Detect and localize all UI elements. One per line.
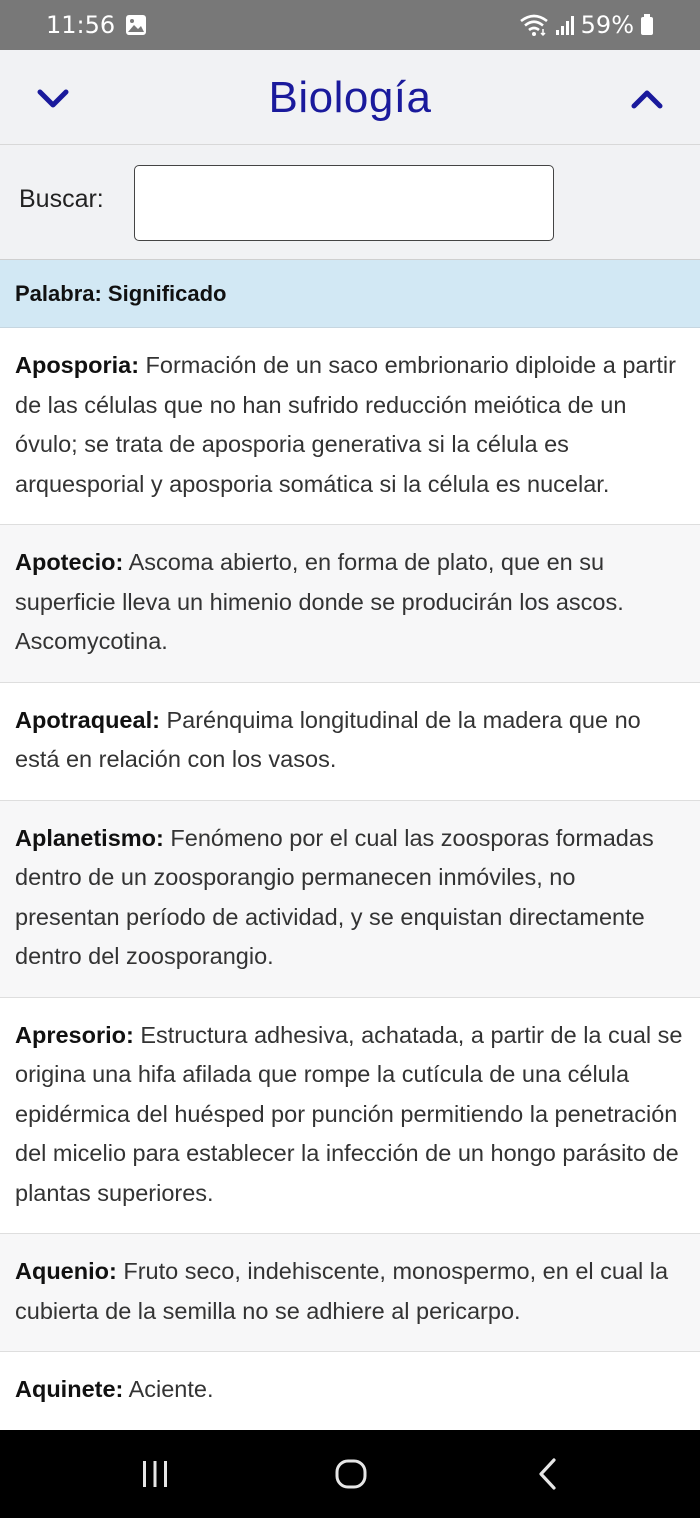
search-input[interactable]	[134, 165, 554, 241]
entry-definition: Parénquima longitudinal de la madera que no está en relación con los vasos.	[15, 706, 641, 772]
search-row	[0, 145, 700, 260]
home-button[interactable]	[327, 1450, 375, 1498]
list-item[interactable]	[0, 328, 700, 525]
status-left	[46, 11, 147, 39]
wifi-icon	[519, 13, 549, 37]
entry-definition: Estructura adhesiva, achatada, a partir de la cual se origina una hifa afilada que rompe la cutícula de una célula epidérmica del huésped por punción permitiendo la penetración del micelio para establecer la infección de un hongo parásito de plantas superiores.	[15, 1021, 683, 1206]
battery-icon	[640, 14, 654, 36]
list-item[interactable]	[0, 683, 700, 801]
gallery-icon	[125, 14, 147, 36]
search-label: Buscar:	[19, 185, 104, 213]
status-time: 11:56	[46, 11, 116, 39]
entry-term: Apotecio:	[15, 549, 124, 575]
entry-definition: Fenómeno por el cual las zoosporas formadas dentro de un zoosporangio permanecen inmóviles, no presentan período de actividad, y se enquistan directamente dentro del zoosporangio.	[15, 824, 654, 969]
entry-term: Aquinete:	[15, 1376, 124, 1402]
entry-definition: Ascoma abierto, en forma de plato, que en su superficie lleva un himenio donde se producirán los ascos. Ascomycotina.	[15, 549, 624, 654]
list-item[interactable]	[0, 801, 700, 998]
list-item[interactable]	[0, 525, 700, 683]
entry-term: Aquenio:	[15, 1258, 117, 1284]
chevron-up-button[interactable]	[625, 77, 669, 121]
battery-text: 59%	[580, 11, 634, 39]
status-bar	[0, 0, 700, 50]
entry-term: Apotraqueal:	[15, 706, 160, 733]
back-icon	[533, 1457, 563, 1491]
chevron-down-icon	[35, 87, 71, 111]
back-button[interactable]	[524, 1450, 572, 1498]
list-item[interactable]	[0, 1234, 700, 1352]
recent-apps-button[interactable]	[131, 1450, 179, 1498]
home-icon	[334, 1457, 368, 1491]
entry-definition: Formación de un saco embrionario diploide a partir de las células que no han sufrido reducción meiótica de un óvulo; se trata de aposporia generativa si la célula es arquesporial y aposporia somática si la célula es nucelar.	[15, 352, 676, 497]
entry-term: Apresorio:	[15, 1021, 134, 1048]
entry-term: Aplanetismo:	[15, 824, 164, 851]
page-title: Biología	[268, 72, 432, 122]
entries-list	[0, 328, 700, 1430]
table-header: Palabra: Significado	[0, 260, 700, 328]
status-right	[519, 11, 654, 39]
list-item[interactable]	[0, 1352, 700, 1430]
signal-icon	[555, 14, 575, 36]
entry-definition: Fruto seco, indehiscente, monospermo, en el cual la cubierta de la semilla no se adhiere al pericarpo.	[15, 1258, 669, 1324]
recent-apps-icon	[138, 1459, 172, 1489]
list-item[interactable]	[0, 998, 700, 1235]
system-nav-bar	[0, 1430, 700, 1518]
app-header	[0, 50, 700, 145]
entry-term: Aposporia:	[15, 352, 140, 378]
chevron-up-icon	[629, 87, 665, 111]
chevron-down-button[interactable]	[31, 77, 75, 121]
entry-definition: Aciente.	[123, 1376, 214, 1402]
